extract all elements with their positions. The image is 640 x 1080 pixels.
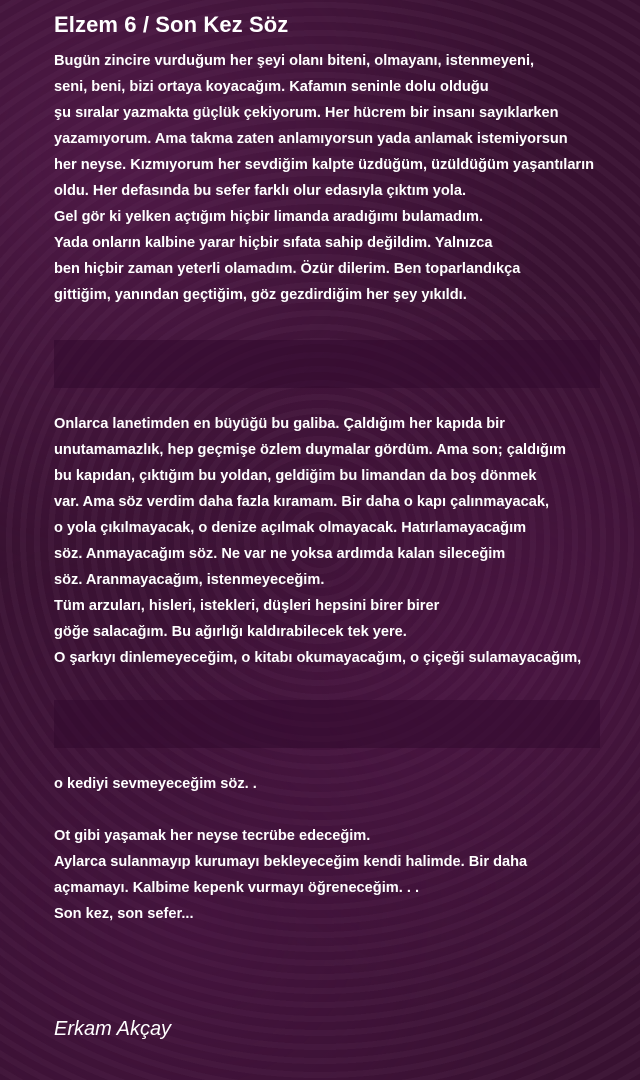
poem-line: seni, beni, bizi ortaya koyacağım. Kafamın seninle dolu olduğu <box>54 79 489 95</box>
poem-line: yazamıyorum. Ama takma zaten anlamıyorsun yada anlamak istemiyorsun <box>54 131 568 147</box>
poem-line: var. Ama söz verdim daha fazla kıramam. Bir daha o kapı çalınmayacak, <box>54 494 550 510</box>
poem-line: unutamamazlık, hep geçmişe özlem duymalar gördüm. Ama son; çaldığım <box>54 442 566 458</box>
author-name: Erkam Akçay <box>54 1018 172 1040</box>
poem-line: Yada onların kalbine yarar hiçbir sıfata sahip değildim. Yalnızca <box>54 235 493 251</box>
stanza-2 <box>54 411 640 671</box>
poem-line: Onlarca lanetimden en büyüğü bu galiba. Çaldığım her kapıda bir <box>54 416 505 432</box>
poem-line: söz. Anmayacağım söz. Ne var ne yoksa ardımda kalan sileceğim <box>54 546 506 562</box>
poem-line: o yola çıkılmayacak, o denize açılmak olmayacak. Hatırlamayacağım <box>54 520 527 536</box>
poem-line: Tüm arzuları, hisleri, istekleri, düşleri hepsini birer birer <box>54 598 440 614</box>
poem-line: gittiğim, yanından geçtiğim, göz gezdirdiğim her şey yıkıldı. <box>54 287 467 303</box>
stanza-1 <box>54 48 640 308</box>
poem-line: söz. Aranmayacağım, istenmeyeceğim. <box>54 572 325 588</box>
poem-line: Bugün zincire vurduğum her şeyi olanı biteni, olmayanı, istenmeyeni, <box>54 53 535 69</box>
divider-band <box>54 340 600 388</box>
poem-line: açmamayı. Kalbime kepenk vurmayı öğreneceğim. . . <box>54 880 420 896</box>
poem-line: Son kez, son sefer... <box>54 906 194 922</box>
poem-line: Aylarca sulanmayıp kurumayı bekleyeceğim kendi halimde. Bir daha <box>54 854 528 870</box>
stanza-3 <box>54 771 640 797</box>
divider-band <box>54 700 600 748</box>
poem-line: o kediyi sevmeyeceğim söz. . <box>54 776 257 792</box>
poem-line: göğe salacağım. Bu ağırlığı kaldırabilecek tek yere. <box>54 624 407 640</box>
poem-line: şu sıralar yazmakta güçlük çekiyorum. Her hücrem bir insanı sayıklarken <box>54 105 559 121</box>
poem-line: bu kapıdan, çıktığım bu yoldan, geldiğim bu limandan da boş dönmek <box>54 468 537 484</box>
poem-line: ben hiçbir zaman yeterli olamadım. Özür dilerim. Ben toparlandıkça <box>54 261 521 277</box>
poem-line: O şarkıyı dinlemeyeceğim, o kitabı okumayacağım, o çiçeği sulamayacağım, <box>54 650 582 666</box>
stanza-4 <box>54 823 640 927</box>
poem-title: Elzem 6 / Son Kez Söz <box>54 12 289 37</box>
poem-line: Gel gör ki yelken açtığım hiçbir limanda aradığımı bulamadım. <box>54 209 484 225</box>
poem-line: oldu. Her defasında bu sefer farklı olur edasıyla çıktım yola. <box>54 183 467 199</box>
poem-line: her neyse. Kızmıyorum her sevdiğim kalpte üzdüğüm, üzüldüğüm yaşantıların <box>54 157 595 173</box>
poem-line: Ot gibi yaşamak her neyse tecrübe edeceğim. <box>54 828 371 844</box>
